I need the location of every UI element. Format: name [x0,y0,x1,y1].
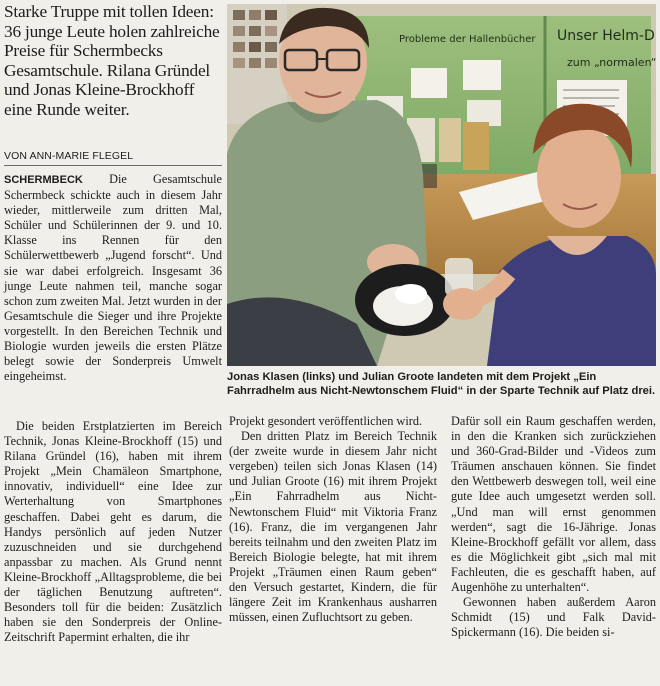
photo-caption: Jonas Klasen (links) und Julian Groote landeten mit dem Projekt „Ein Fahrradhelm aus Nicht-Newtonschem Fluid“ in der Sparte Technik auf Platz drei. [227,371,656,398]
poster-card [439,118,461,162]
board-subtitle: zum „normalen“ [567,56,656,69]
poster-card [411,68,447,98]
column-2 [229,414,437,625]
lead-text: Die Gesamtschule Schermbeck schickte auch in diesem Jahr wieder, mittlerweile zum dritten Mal, Schüler und Schülerinnen der 9. und 10. Klasse ins Rennen für den Schülerwettbewerb „Jugend forscht“. Und sie war dabei erfolgreich. Insgesamt 36 junge Leute nahmen teil, manche sogar schon zum zweiten Mal. Jetzt wurden in der Gesamtschule die Sieger und ihre Projekte vorgestellt. In den Bereichen Technik und Biologie wurden jeweils die ersten Plätze belegt sowie der Sonderpreis Umwelt eingeheimst. [4,172,223,384]
poster-card [463,60,501,90]
board-heading: Unser Helm-D [557,28,655,44]
photo-illustration [227,4,656,366]
poster-card [463,122,489,170]
byline: VON ANN-MARIE FLEGEL [4,150,222,166]
paragraph-2 [4,419,222,645]
paragraph-3: Den dritten Platz im Bereich Technik (der zweite wurde in diesem Jahr nicht vergeben) teilen sich Jonas Klasen (14) und Julian Groote (16) mit ihrem Projekt „Ein Fahrradhelm aus Nicht-Newtonschem Fluid“ mit Viktoria Franz (16). Franz, die im vergangenen Jahr bereits teilnahm und den zweiten Platz im Bereich Biologie belegte, hat mit ihrem Projekt „Träumen einen Raum geben“ den Versuch gestartet, Kindern, die für längere Zeit im Krankenhaus ausharren müssen, einen Zufluchtsort zu geben. [229,429,437,625]
paragraph-2-text: Die beiden Erstplatzierten im Bereich Technik, Jonas Kleine-Brockhoff (15) und Rilana Gründel (16), haben mit ihrem Projekt „Mein Chamäleon Smartphone, innovativ, individuell“ eine Idee zur Werterhaltung von Smartphones geschaffen. Dabei geht es darum, die Handys persönlich auf jeden Nutzer zuzuschneiden und sie durchgehend anpassbar zu machen. Als Grund nennt Kleine-Brockhoff „Alltagsprobleme, die bei der täglichen Benutzung auftreten“. Besonders toll für die beiden: Zusätzlich haben sie den Sonderpreis der Online-Zeitschrift Papermint erhalten, die ihr [4,419,222,645]
column-3 [451,414,656,640]
article-headline: Starke Truppe mit tollen Ideen: 36 junge Leute holen zahlreiche Preise für Schermbecks Gesamtschule. Rilana Gründel und Jonas Kleine-Brockhoff eine Runde weiter. [4,2,220,119]
article-photo [227,4,656,366]
poster-heading: Probleme der Hallenbücher [399,34,536,45]
dateline: SCHERMBECK [4,174,83,186]
lead-paragraph [4,172,222,384]
paragraph-4: Gewonnen haben außerdem Aaron Schmidt (15) und Falk David-Spickermann (16). Die beiden si- [451,595,656,640]
column-3-continuation: Dafür soll ein Raum geschaffen werden, in den die Kranken sich zurückziehen und 360-Grad-Bilder und -Videos zum Träumen anschauen können. Sie findet den Wettbewerb deswegen toll, weil eine gute Idee auch umgesetzt werden soll. „Und man will ernst genommen werden“, sagt die 16-Jährige. Jonas Kleine-Brockhoff gefällt vor allem, dass es die Möglichkeit gibt „sich mal mit Fachleuten, die es geschafft haben, auf Augenhöhe zu unterhalten“. [451,414,656,595]
column-2-continuation: Projekt gesondert veröffentlichen wird. [229,414,423,428]
